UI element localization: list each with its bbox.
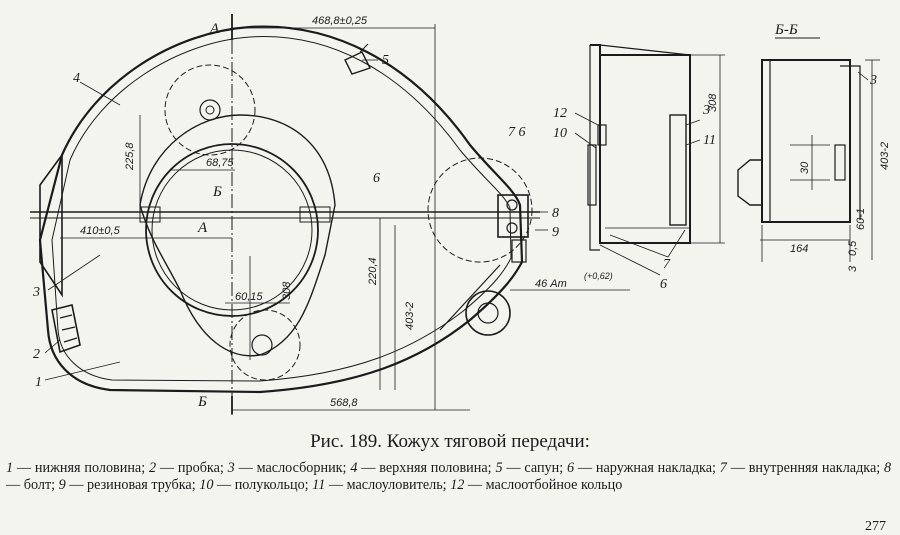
dim-468: 468,8±0,25 (312, 15, 367, 27)
legend-item: 9 — резиновая трубка; (58, 477, 196, 493)
part-label-12: 12 (553, 106, 567, 121)
dim-403: 403-2 (404, 301, 416, 330)
dim-225: 225,8 (124, 142, 136, 170)
part-label-3-bb: 3 (870, 73, 877, 88)
part-label-9: 9 (552, 225, 559, 240)
dim-bb-60: 60-1 (855, 207, 867, 230)
dim-568: 568,8 (330, 397, 358, 409)
section-title-bb: Б-Б (775, 22, 798, 38)
dim-section-308: 308 (707, 93, 719, 112)
dim-308: 308 (281, 281, 293, 300)
legend-item: 12 — маслоотбойное кольцо (450, 477, 623, 493)
dim-bb-30: 30 (799, 161, 811, 174)
legend-item: 3 — маслосборник; (227, 460, 347, 476)
legend-item: 10 — полукольцо; (199, 477, 309, 493)
dim-bb-164: 164 (790, 243, 809, 255)
section-view-a (575, 45, 725, 275)
main-view (30, 14, 630, 415)
dim-46-tolerance: (+0,62) (584, 271, 613, 281)
legend-item: 7 — внутренняя накладка; (719, 460, 881, 476)
part-label-11: 11 (703, 133, 716, 148)
legend-item: 11 — маслоуловитель; (312, 477, 447, 493)
part-label-3: 3 (33, 285, 40, 300)
part-label-1: 1 (35, 375, 42, 390)
part-label-8: 8 (552, 206, 559, 221)
figure-legend (6, 460, 891, 494)
dim-220: 220,4 (367, 257, 379, 285)
legend-item: 5 — сапун; (495, 460, 564, 476)
figure-title: Рис. 189. Кожух тяговой передачи: (310, 431, 590, 452)
section-mark-b-mid: Б (213, 184, 222, 200)
part-label-7-6: 7 6 (508, 125, 526, 140)
part-label-10: 10 (553, 126, 567, 141)
section-mark-a-top: А (210, 21, 220, 37)
part-label-5: 5 (382, 53, 389, 68)
housing-outline (40, 27, 522, 392)
dim-68: 68,75 (206, 157, 234, 169)
figure-caption (0, 425, 900, 534)
part-label-3-section: 3 (703, 103, 710, 118)
page-number: 277 (865, 519, 886, 534)
part-label-2: 2 (33, 347, 40, 362)
part-label-6-section: 6 (660, 277, 667, 292)
legend-item: 8 — болт; (6, 460, 892, 493)
legend-item: 6 — наружная накладка; (567, 460, 716, 476)
section-mark-a-mid: А (198, 220, 208, 236)
dim-60: 60,15 (235, 291, 263, 303)
dim-bb-403: 403-2 (879, 141, 891, 170)
dim-bb-3: 3 (847, 265, 859, 272)
part-label-7-section: 7 (663, 257, 670, 272)
legend-item: 2 — пробка; (149, 460, 224, 476)
part-label-6: 6 (373, 171, 380, 186)
dim-410: 410±0,5 (80, 225, 120, 237)
part-label-4: 4 (73, 71, 80, 86)
legend-item: 1 — нижняя половина; (6, 460, 146, 476)
section-mark-b-bottom: Б (198, 394, 207, 410)
legend-item: 4 — верхняя половина; (350, 460, 492, 476)
dim-46: 46 Ат (535, 278, 567, 290)
dim-bb-05: 0,5 (847, 240, 859, 256)
